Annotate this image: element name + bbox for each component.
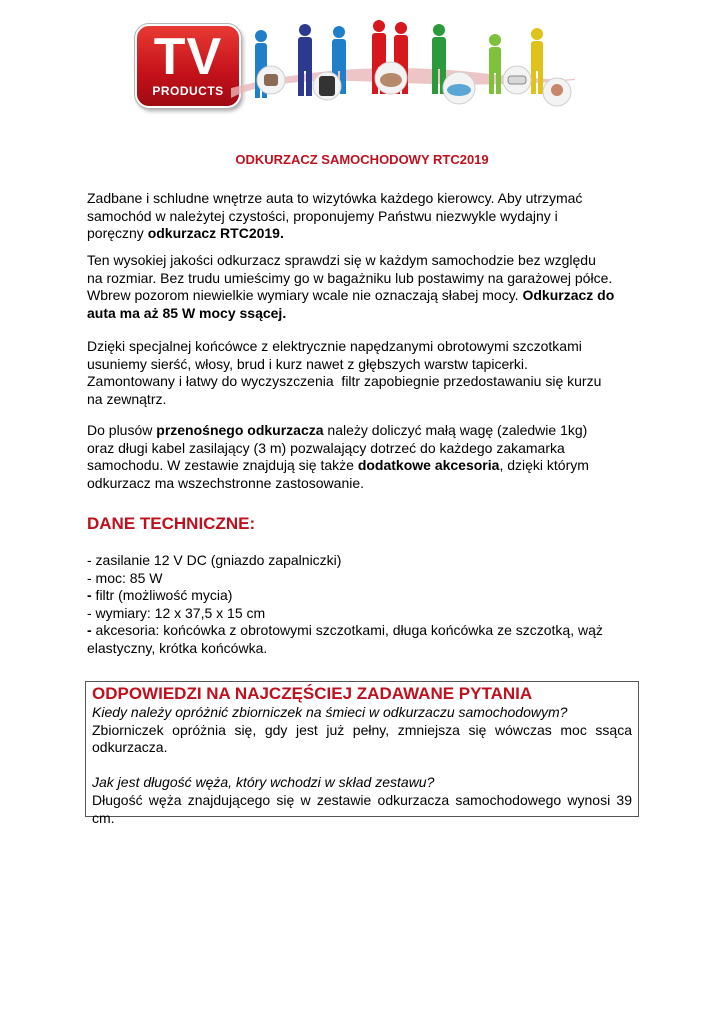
- tv-products-logo: [135, 24, 241, 108]
- text-line: Zamontowany i łatwy do wyczyszczenia filtr zapobiegnie przedostawaniu się kurzu: [87, 373, 602, 390]
- bold-text: auta ma aż 85 W mocy ssącej.: [87, 304, 287, 321]
- faq-question: Kiedy należy opróżnić zbiorniczek na śmieci w odkurzaczu samochodowym?: [92, 704, 568, 720]
- quality-paragraph: [87, 252, 639, 322]
- text-span: poręczny: [87, 225, 148, 242]
- spec-item: elastyczny, krótka końcówka.: [87, 639, 268, 656]
- bold-text: odkurzacz RTC2019.: [147, 225, 284, 242]
- bold-text: dodatkowe akcesoria: [357, 457, 500, 474]
- text-line: [87, 457, 639, 475]
- text-line: [87, 422, 639, 440]
- text-line: usuniemy sierść, włosy, brud i kurz nawet z głębszych warstw tapicerki.: [87, 355, 528, 372]
- text-span: Do plusów: [87, 422, 157, 438]
- tech-specs-list: [87, 552, 639, 658]
- logo-main-text: TV: [153, 28, 223, 86]
- spec-item: - wymiary: 12 x 37,5 x 15 cm: [87, 604, 266, 621]
- logo-sub-text: PRODUCTS: [152, 84, 224, 98]
- text-line: Zadbane i schludne wnętrze auta to wizytówka każdego kierowcy. Aby utrzymać: [87, 190, 583, 206]
- spec-item: - zasilanie 12 V DC (gniazdo zapalniczki): [87, 552, 342, 568]
- text-span: Wbrew pozorom niewielkie wymiary wcale nie oznaczają słabej mocy.: [87, 287, 523, 304]
- features-paragraph: [87, 338, 639, 408]
- text-line: Ten wysokiej jakości odkurzacz sprawdzi się w każdym samochodzie bez względu: [87, 252, 596, 268]
- faq-answer: Długość węża znajdującego się w zestawie odkurzacza samochodowego wynosi 39 cm.: [92, 791, 632, 826]
- text-span: samochodu. W zestawie znajdują się także: [87, 457, 358, 474]
- spec-item: [87, 587, 639, 605]
- faq-title: ODPOWIEDZI NA NAJCZĘŚCIEJ ZADAWANE PYTANIA: [92, 684, 533, 703]
- spec-dash: -: [87, 587, 92, 604]
- text-line: [87, 305, 639, 323]
- text-line: [87, 225, 639, 243]
- spec-text: filtr (możliwość mycia): [91, 587, 233, 604]
- page-title: ODKURZACZ SAMOCHODOWY RTC2019: [235, 152, 489, 167]
- text-line: odkurzacz ma wszechstronne zastosowanie.: [87, 474, 365, 491]
- advantages-paragraph: [87, 422, 639, 492]
- faq-question: Jak jest długość węża, który wchodzi w skład zestawu?: [92, 774, 435, 791]
- text-span: , dzięki którym: [499, 457, 589, 474]
- spec-item: - moc: 85 W: [87, 569, 163, 586]
- faq-spacer: [92, 757, 632, 775]
- text-line: samochód w należytej czystości, proponujemy Państwu niezwykle wydajny i: [87, 207, 558, 224]
- text-span: należy doliczyć małą wagę (zaledwie 1kg): [323, 422, 588, 438]
- text-line: na zewnątrz.: [87, 390, 167, 407]
- text-line: na rozmiar. Bez trudu umieścimy go w bagażniku lub postawimy na garażowej półce.: [87, 269, 613, 286]
- spec-text: akcesoria: końcówka z obrotowymi szczotkami, długa końcówka ze szczotką, wąż: [91, 622, 603, 639]
- text-line: Dzięki specjalnej końcówce z elektrycznie napędzanymi obrotowymi szczotkami: [87, 338, 582, 354]
- tech-specs-heading: DANE TECHNICZNE:: [87, 514, 256, 533]
- intro-paragraph: [87, 190, 639, 243]
- text-line: [87, 287, 639, 305]
- bold-text: przenośnego odkurzacza: [156, 422, 324, 438]
- spec-dash: -: [87, 622, 92, 639]
- spec-item: [87, 622, 639, 640]
- header-banner: [135, 18, 575, 110]
- faq-answer: Zbiorniczek opróżnia się, gdy jest już pełny, zmniejsza się wówczas moc ssąca odkurzacza.: [92, 721, 632, 756]
- faq-box: [85, 681, 639, 826]
- text-line: oraz długi kabel zasilający (3 m) pozwalający dotrzeć do każdego zakamarka: [87, 439, 565, 456]
- banner-illustration: [231, 18, 575, 110]
- bold-text: Odkurzacz do: [522, 287, 615, 304]
